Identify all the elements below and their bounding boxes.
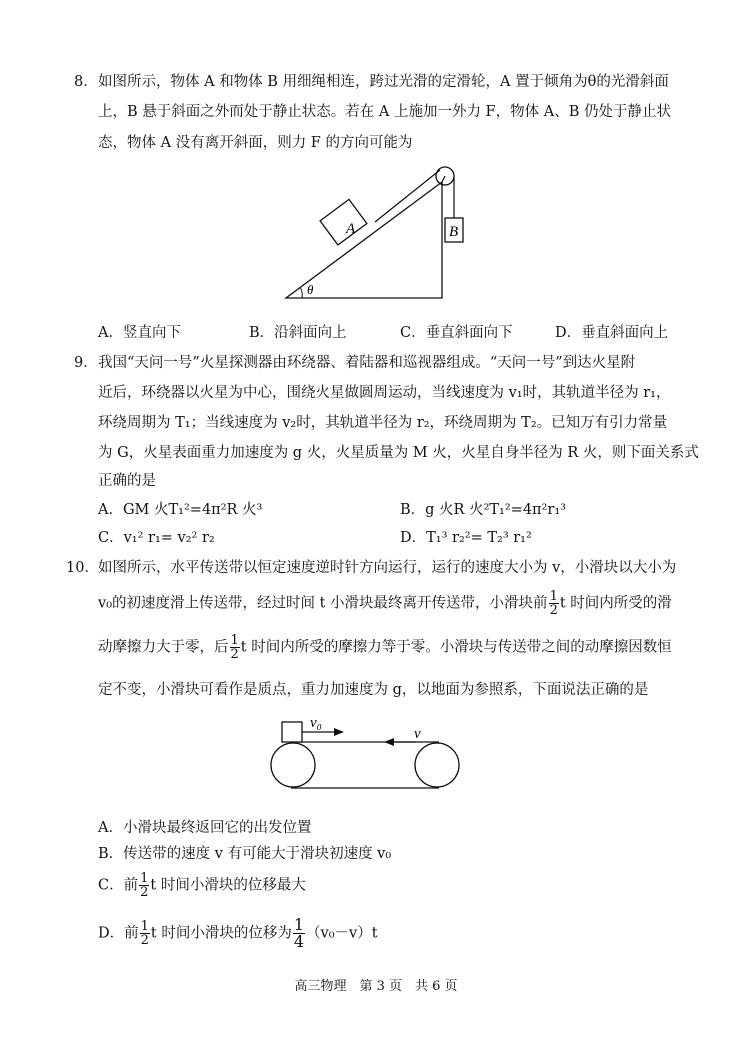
q9-line2: 近后，环绕器以火星为中心，围绕火星做圆周运动，当线速度为 v₁时，其轨道半径为 r₁，: [98, 385, 671, 401]
right-roller: [415, 743, 459, 787]
block-a: [320, 199, 367, 245]
q8-line3: 态，物体 A 没有离开斜面，则力 F 的方向可能为: [98, 135, 413, 151]
q9-option-c: C．v₁² r₁= v₂² r₂: [98, 530, 215, 546]
q10-number: 10．: [66, 560, 99, 576]
q9-option-a: A．GM 火T₁²=4π²R 火³: [98, 502, 263, 518]
q8-option-c: C．垂直斜面向下: [400, 325, 513, 341]
label-v: v: [414, 726, 421, 742]
rope-incline: [375, 170, 440, 222]
q10-line2: v₀的初速度滑上传送带，经过时间 t 小滑块最终离开传送带，小滑块前 $\frac{1}{2}$ t 时间内所受的滑: [98, 589, 672, 618]
q9-option-d: D．T₁³ r₂²= T₂³ r₁²: [400, 530, 532, 546]
conveyor-belt-figure: [266, 710, 466, 792]
label-b: B: [449, 224, 459, 240]
q8-option-a: A．竖直向下: [98, 325, 181, 341]
q9-option-b: B．g 火R 火²T₁²=4π²r₁³: [400, 502, 566, 518]
q10-option-b: B．传送带的速度 v 有可能大于滑块初速度 v₀: [98, 846, 392, 862]
q8-line2: 上，B 悬于斜面之外而处于静止状态。若在 A 上施加一外力 F，物体 A、B 仍处于静止状: [98, 104, 671, 120]
q10-option-c: C．前 $\frac{1}{2}$ t 时间小滑块的位移最大: [98, 871, 306, 900]
fraction-half: $\frac{1}{2}$: [549, 589, 558, 618]
q10-option-d: D．前 $\frac{1}{2}$ t 时间小滑块的位移为 $\frac{1}{4}$ （v₀－v）t: [98, 915, 378, 951]
q10-option-a: A．小滑块最终返回它的出发位置: [98, 820, 312, 836]
q10-line1: 如图所示，水平传送带以恒定速度逆时针方向运行，运行的速度大小为 v，小滑块以大小为: [98, 560, 677, 576]
label-theta: θ: [307, 282, 314, 297]
q10-line4: 定不变，小滑块可看作是质点，重力加速度为 g，以地面为参照系，下面说法正确的是: [98, 682, 649, 698]
fraction-half: $\frac{1}{2}$: [140, 871, 149, 900]
fraction-half: $\frac{1}{2}$: [140, 919, 149, 948]
q8-option-b: B．沿斜面向上: [249, 325, 347, 341]
q8-line1: 如图所示，物体 A 和物体 B 用细绳相连，跨过光滑的定滑轮，A 置于倾角为θ的光滑斜面: [98, 74, 669, 90]
fraction-half: $\frac{1}{2}$: [230, 633, 239, 662]
q9-line4: 为 G，火星表面重力加速度为 g 火，火星质量为 M 火，火星自身半径为 R 火，则下面关系式: [98, 445, 699, 461]
q9-line3: 环绕周期为 T₁；当线速度为 v₂时，其轨道半径为 r₂，环绕周期为 T₂。已知万有引力常量: [98, 415, 668, 431]
slider-block: [282, 722, 302, 742]
q8-option-d: D．垂直斜面向上: [555, 325, 669, 341]
incline-triangle: [286, 182, 442, 298]
label-v0: v₀: [310, 715, 322, 731]
page-footer: 高三物理 第 3 页 共 6 页: [294, 979, 458, 994]
incline-pulley-figure: [280, 160, 480, 305]
label-a: A: [346, 221, 356, 237]
q10-line3: 动摩擦力大于零，后 $\frac{1}{2}$ t 时间内所受的摩擦力等于零。小滑块与传送带之间的动摩擦因数恒: [98, 633, 672, 662]
fraction-quarter: $\frac{1}{4}$: [293, 915, 305, 951]
q8-number: 8．: [74, 74, 98, 90]
q9-number: 9．: [74, 355, 98, 371]
q9-line1: 我国“天问一号”火星探测器由环绕器、着陆器和巡视器组成。“天问一号”到达火星附: [98, 355, 636, 371]
q9-line5: 正确的是: [98, 473, 156, 489]
left-roller: [271, 743, 315, 787]
